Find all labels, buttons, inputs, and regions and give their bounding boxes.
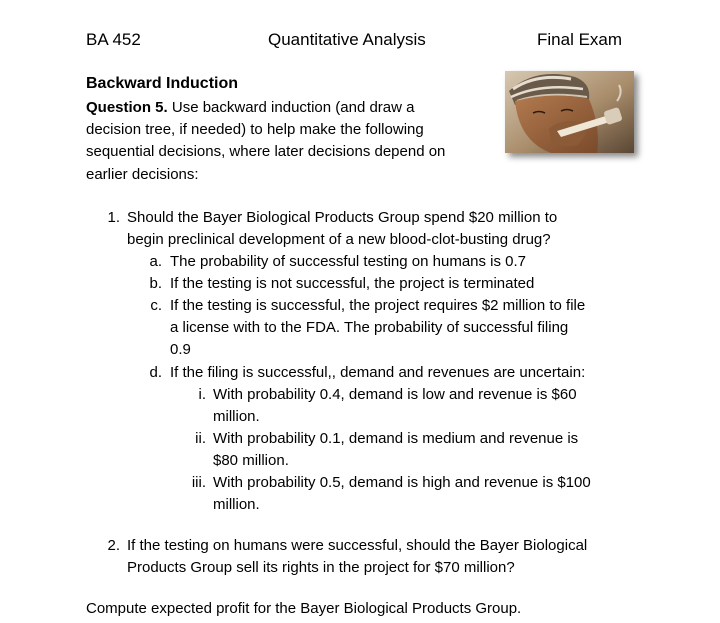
course-code: BA 452	[86, 30, 141, 49]
question-label: Question 5.	[86, 99, 168, 116]
subsubitem-numeral: i.	[198, 386, 206, 403]
subsubitem-numeral: ii.	[195, 430, 206, 447]
subitem-line: If the testing is successful, the project requires $2 million to file	[170, 297, 586, 314]
intro-line: sequential decisions, where later decisions depend on	[86, 143, 446, 161]
subitem-line: The probability of successful testing on humans is 0.7	[170, 253, 527, 270]
photo-illustration	[505, 71, 634, 153]
subsubitem-numeral: iii.	[191, 474, 206, 491]
subitem-letter: d.	[149, 364, 162, 381]
subitem-line: a license with to the FDA. The probability of successful filing	[170, 319, 569, 336]
item-number: 1.	[107, 209, 120, 226]
item-line: If the testing on humans were successful, should the Bayer Biological	[127, 537, 588, 554]
closing-instruction: Compute expected profit for the Bayer Biological Products Group.	[86, 600, 522, 617]
item-line: Products Group sell its rights in the project for $70 million?	[127, 559, 515, 576]
subsubitem-line: With probability 0.1, demand is medium and revenue is	[213, 430, 579, 447]
item-line: begin preclinical development of a new blood-clot-busting drug?	[127, 231, 551, 248]
item-line: Should the Bayer Biological Products Group spend $20 million to	[127, 209, 558, 226]
subitem-line: 0.9	[170, 341, 191, 358]
item-number: 2.	[107, 537, 120, 554]
subsubitem-line: With probability 0.5, demand is high and revenue is $100	[213, 474, 591, 491]
subitem-letter: a.	[149, 253, 162, 270]
subsubitem-line: $80 million.	[213, 452, 289, 469]
course-subject: Quantitative Analysis	[268, 30, 426, 49]
subitem-line: If the filing is successful,, demand and revenues are uncertain:	[170, 364, 586, 381]
subitem-letter: c.	[150, 297, 162, 314]
subsubitem-line: million.	[213, 408, 260, 425]
subitem-letter: b.	[149, 275, 162, 292]
intro-line: decision tree, if needed) to help make the following	[86, 121, 424, 139]
intro-line: earlier decisions:	[86, 165, 199, 183]
subsubitem-line: million.	[213, 496, 260, 513]
section-title: Backward Induction	[86, 75, 239, 92]
intro-line: Use backward induction (and draw a	[167, 99, 415, 116]
subitem-line: If the testing is not successful, the project is terminated	[170, 275, 535, 292]
exam-title: Final Exam	[537, 30, 623, 49]
woman-smoking-photo	[505, 71, 634, 153]
subsubitem-line: With probability 0.4, demand is low and revenue is $60	[213, 386, 577, 403]
question-intro	[86, 97, 486, 186]
